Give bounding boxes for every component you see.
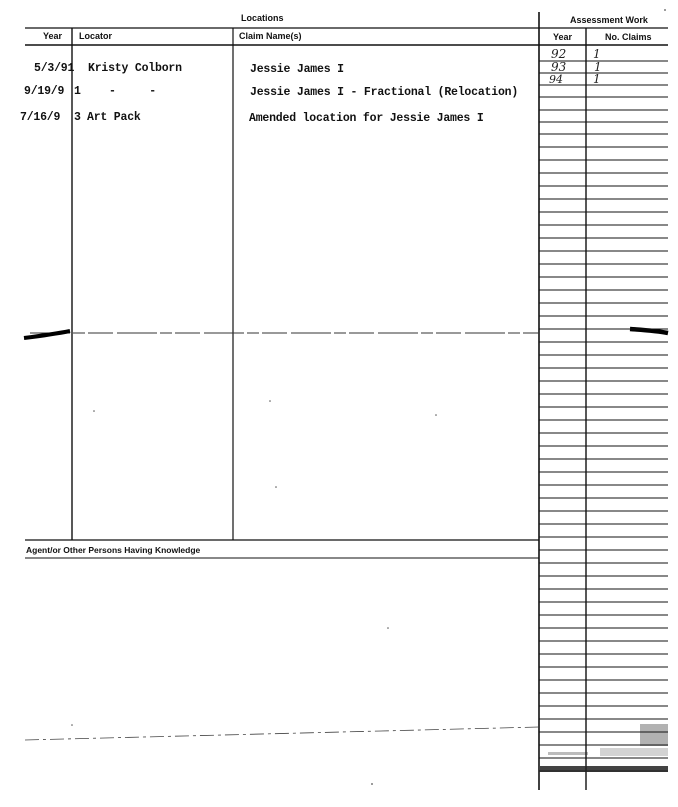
- col-aw-year-header: Year: [553, 32, 573, 42]
- col-year-header: Year: [43, 31, 63, 41]
- entry-date: 7/16/9: [20, 111, 61, 124]
- col-no-claims-header: No. Claims: [605, 32, 652, 42]
- assessment-claims: 1: [593, 47, 601, 61]
- entry-date: 5/3/91: [34, 62, 75, 75]
- entry-locator: Art Pack: [87, 111, 141, 124]
- assessment-work-heading: Assessment Work: [570, 15, 648, 25]
- assessment-year: 93: [551, 60, 567, 74]
- entry-locator: - -: [109, 85, 156, 98]
- entry-claim-name: Jessie James I - Fractional (Relocation): [250, 86, 519, 99]
- assessment-year: 92: [551, 47, 567, 61]
- locations-heading: Locations: [241, 13, 284, 23]
- entry-locator: Kristy Colborn: [88, 62, 182, 75]
- assessment-claims: 1: [593, 72, 601, 86]
- entry-date-overflow: 3: [74, 111, 81, 124]
- entry-date-overflow: 1: [74, 85, 81, 98]
- col-claim-names-header: Claim Name(s): [239, 31, 302, 41]
- entry-claim-name: Amended location for Jessie James I: [249, 112, 484, 125]
- col-locator-header: Locator: [79, 31, 113, 41]
- assessment-year: 94: [549, 73, 563, 86]
- entry-date: 9/19/9: [24, 85, 65, 98]
- assessment-claims: 1: [594, 60, 602, 74]
- entry-claim-name: Jessie James I: [250, 63, 344, 76]
- agent-heading: Agent/or Other Persons Having Knowledge: [26, 545, 201, 555]
